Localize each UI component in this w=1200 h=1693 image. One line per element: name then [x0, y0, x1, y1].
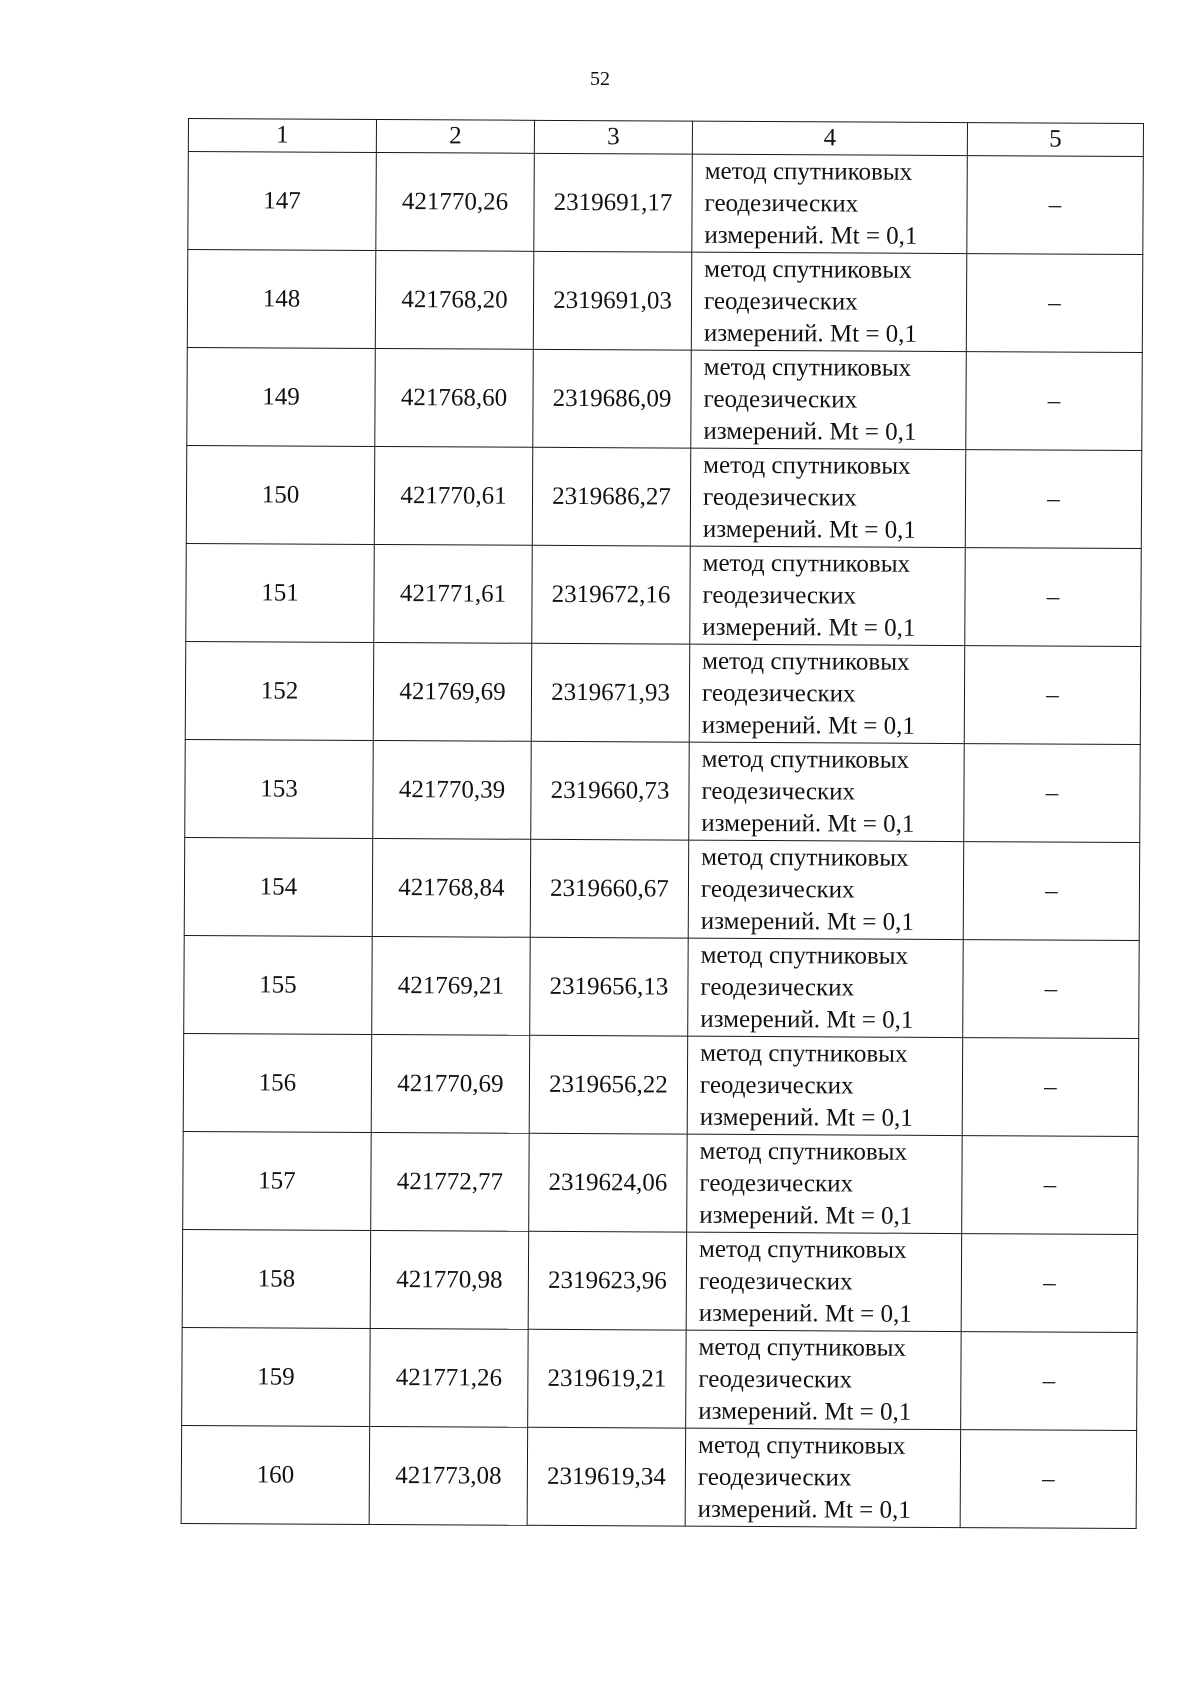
note-cell: – [966, 254, 1143, 353]
method-cell [692, 154, 968, 253]
column-header-2: 2 [376, 119, 534, 153]
table-row [186, 543, 1142, 646]
method-text-line: геодезических [698, 1365, 853, 1393]
method-cell [689, 742, 965, 841]
point-number-cell: 147 [188, 152, 377, 251]
method-text-line: метод спутниковых [703, 451, 911, 480]
x-coordinate-cell: 421769,21 [372, 936, 531, 1035]
table-row [188, 152, 1144, 255]
point-number-cell: 150 [186, 445, 375, 544]
point-number-cell: 160 [181, 1425, 370, 1524]
x-coordinate-cell: 421772,77 [371, 1132, 530, 1231]
table-row [185, 739, 1141, 842]
method-text-line: измерений. Mt = 0,1 [702, 515, 917, 544]
method-text-line: геодезических [700, 973, 855, 1001]
table-row [184, 837, 1140, 940]
coordinates-table [181, 118, 1144, 1529]
method-text-line: геодезических [698, 1267, 853, 1295]
method-text-line: метод спутниковых [698, 1333, 907, 1362]
y-coordinate-cell: 2319656,22 [529, 1035, 688, 1134]
method-cell [687, 1036, 963, 1135]
method-text-line: измерений. Mt = 0,1 [703, 417, 917, 446]
method-text-line: геодезических [702, 483, 857, 512]
y-coordinate-cell: 2319660,73 [531, 741, 690, 840]
method-text-line: измерений. Mt = 0,1 [701, 809, 915, 838]
method-text-line: геодезических [700, 875, 855, 904]
y-coordinate-cell: 2319656,13 [530, 937, 689, 1036]
method-text-line: геодезических [704, 189, 859, 218]
method-cell [686, 1330, 962, 1429]
method-text-line: геодезических [701, 679, 856, 708]
table-header [188, 119, 1143, 157]
y-coordinate-cell: 2319691,17 [534, 153, 693, 252]
method-text-line: измерений. Mt = 0,1 [698, 1397, 912, 1426]
note-cell: – [960, 1430, 1137, 1529]
note-cell: – [966, 352, 1143, 451]
point-number-cell: 154 [184, 837, 373, 936]
method-text-line: измерений. Mt = 0,1 [699, 1103, 913, 1132]
note-cell: – [967, 156, 1144, 255]
table-body [181, 152, 1143, 1529]
note-cell: – [961, 1332, 1138, 1431]
method-text-line: геодезических [703, 287, 858, 316]
column-header-5: 5 [967, 123, 1143, 157]
x-coordinate-cell: 421770,98 [370, 1230, 529, 1329]
method-text-line: геодезических [697, 1463, 852, 1491]
method-cell [685, 1428, 961, 1527]
y-coordinate-cell: 2319691,03 [533, 251, 692, 350]
point-number-cell: 159 [182, 1327, 371, 1426]
column-header-4: 4 [692, 121, 967, 155]
method-cell [690, 546, 966, 645]
note-cell: – [965, 548, 1142, 647]
table-row [185, 641, 1141, 744]
x-coordinate-cell: 421770,61 [374, 446, 533, 545]
method-cell [687, 1134, 963, 1233]
y-coordinate-cell: 2319619,21 [528, 1329, 687, 1428]
method-text-line: измерений. Mt = 0,1 [699, 1201, 913, 1230]
x-coordinate-cell: 421770,69 [371, 1034, 530, 1133]
method-text-line: измерений. Mt = 0,1 [703, 319, 918, 348]
method-text-line: измерений. Mt = 0,1 [704, 221, 918, 250]
note-cell: – [961, 1234, 1138, 1333]
point-number-cell: 157 [183, 1131, 372, 1230]
x-coordinate-cell: 421768,20 [375, 250, 534, 349]
table-row [186, 445, 1142, 548]
method-text-line: метод спутниковых [702, 647, 910, 676]
note-cell: – [964, 744, 1141, 843]
method-text-line: метод спутниковых [701, 745, 910, 774]
header-row [188, 119, 1143, 157]
point-number-cell: 151 [186, 543, 375, 642]
method-text-line: метод спутниковых [700, 1039, 908, 1068]
method-cell [691, 350, 967, 449]
point-number-cell: 156 [183, 1033, 372, 1132]
x-coordinate-cell: 421770,39 [373, 740, 532, 839]
method-text-line: метод спутниковых [701, 843, 909, 872]
table-row [182, 1327, 1138, 1430]
point-number-cell: 148 [187, 250, 376, 349]
x-coordinate-cell: 421770,26 [376, 152, 535, 251]
method-text-line: геодезических [699, 1071, 854, 1099]
method-text-line: измерений. Mt = 0,1 [701, 711, 915, 740]
column-header-3: 3 [534, 120, 692, 154]
x-coordinate-cell: 421771,26 [370, 1328, 529, 1427]
y-coordinate-cell: 2319671,93 [531, 643, 690, 742]
x-coordinate-cell: 421768,60 [375, 348, 534, 447]
table-row [184, 935, 1140, 1038]
x-coordinate-cell: 421773,08 [369, 1426, 528, 1525]
page-number: 52 [590, 68, 610, 90]
table-row [183, 1033, 1139, 1136]
method-text-line: метод спутниковых [704, 157, 913, 186]
y-coordinate-cell: 2319624,06 [529, 1133, 688, 1232]
method-text-line: геодезических [699, 1169, 854, 1197]
method-cell [688, 938, 964, 1037]
method-text-line: геодезических [702, 581, 857, 610]
method-text-line: метод спутниковых [700, 941, 909, 970]
table-row [182, 1229, 1138, 1332]
method-cell [688, 840, 964, 939]
method-text-line: измерений. Mt = 0,1 [700, 907, 914, 936]
method-text-line: измерений. Mt = 0,1 [697, 1495, 911, 1524]
y-coordinate-cell: 2319623,96 [528, 1231, 687, 1330]
note-cell: – [963, 940, 1140, 1039]
note-cell: – [965, 450, 1142, 549]
y-coordinate-cell: 2319686,09 [533, 349, 692, 448]
method-text-line: измерений. Mt = 0,1 [700, 1005, 914, 1034]
method-text-line: измерений. Mt = 0,1 [698, 1299, 912, 1328]
point-number-cell: 153 [185, 739, 374, 838]
column-header-1: 1 [188, 119, 376, 153]
note-cell: – [962, 1038, 1139, 1137]
table-row [181, 1425, 1137, 1528]
method-cell [691, 252, 967, 351]
point-number-cell: 155 [184, 935, 373, 1034]
note-cell: – [964, 646, 1141, 745]
method-text-line: метод спутниковых [699, 1137, 908, 1166]
method-text-line: геодезических [703, 385, 858, 414]
note-cell: – [962, 1136, 1139, 1235]
table-row [187, 347, 1143, 450]
method-text-line: метод спутниковых [702, 549, 911, 578]
method-text-line: метод спутниковых [697, 1431, 906, 1460]
x-coordinate-cell: 421769,69 [373, 642, 532, 741]
method-text-line: метод спутниковых [704, 255, 912, 284]
point-number-cell: 149 [187, 347, 376, 446]
method-text-line: измерений. Mt = 0,1 [702, 613, 916, 642]
method-text-line: геодезических [701, 777, 856, 806]
note-cell: – [963, 842, 1140, 941]
point-number-cell: 158 [182, 1229, 371, 1328]
y-coordinate-cell: 2319619,34 [527, 1427, 686, 1526]
method-cell [686, 1232, 962, 1331]
x-coordinate-cell: 421768,84 [372, 838, 531, 937]
method-cell [689, 644, 965, 743]
method-cell [690, 448, 966, 547]
table-row [187, 250, 1143, 353]
y-coordinate-cell: 2319672,16 [532, 545, 691, 644]
method-text-line: метод спутниковых [699, 1235, 907, 1264]
x-coordinate-cell: 421771,61 [374, 544, 533, 643]
y-coordinate-cell: 2319660,67 [530, 839, 689, 938]
table-row [183, 1131, 1139, 1234]
point-number-cell: 152 [185, 641, 374, 740]
method-text-line: метод спутниковых [703, 353, 912, 382]
y-coordinate-cell: 2319686,27 [532, 447, 691, 546]
